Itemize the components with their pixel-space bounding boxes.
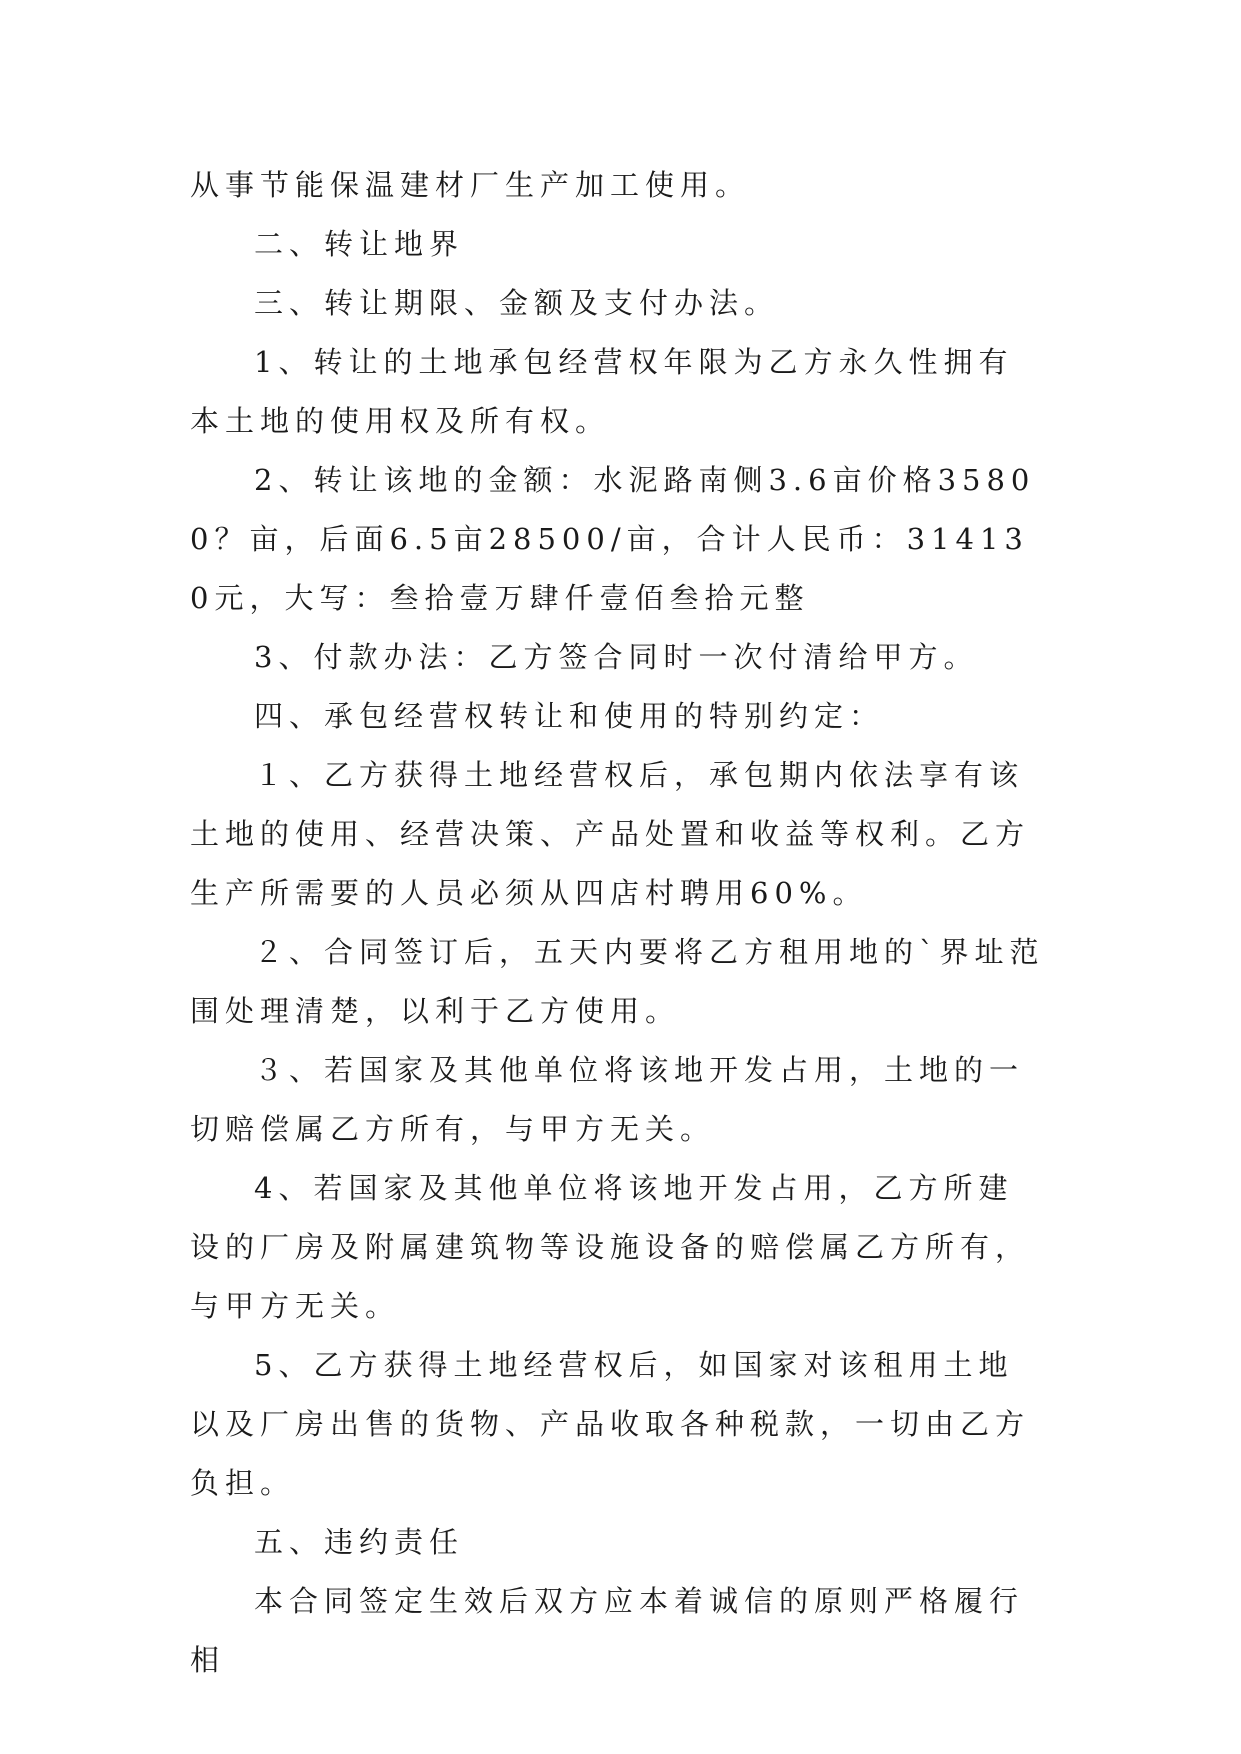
clause-payment-method: 3、付款办法：乙方签合同时一次付清给甲方。 — [254, 640, 979, 674]
clause-land-compensation: ３、若国家及其他单位将该地开发占用，土地的一切赔偿属乙方所有，与甲方无关。 — [190, 1053, 1025, 1146]
clause-building-compensation: 4、若国家及其他单位将该地开发占用，乙方所建设的厂房及附属建筑物等设施设备的赔偿属乙方所有，与甲方无关。 — [190, 1171, 1031, 1323]
clause-boundary-handling: ２、合同签订后，五天内要将乙方租用地的`界址范围处理清楚，以利于乙方使用。 — [190, 935, 1045, 1028]
heading-term-amount-payment: 三、转让期限、金额及支付办法。 — [254, 286, 780, 320]
heading-special-agreements: 四、承包经营权转让和使用的特别约定： — [254, 699, 885, 733]
paragraph-usage-purpose: 从事节能保温建材厂生产加工使用。 — [190, 168, 751, 202]
heading-transfer-boundary: 二、转让地界 — [254, 227, 465, 261]
clause-good-faith: 本合同签定生效后双方应本着诚信的原则严格履行相 — [190, 1584, 1025, 1677]
clause-operating-rights: １、乙方获得土地经营权后，承包期内依法享有该土地的使用、经营决策、产品处置和收益等权利。乙方生产所需要的人员必须从四店村聘用60%。 — [190, 758, 1031, 910]
document-body — [190, 156, 1046, 1690]
clause-transfer-amount: 2、转让该地的金额：水泥路南侧3.6亩价格35800？亩，后面6.5亩28500/亩，合计人民币：314130元，大写：叁拾壹万肆仟壹佰叁拾元整 — [190, 463, 1036, 615]
heading-breach-liability: 五、违约责任 — [254, 1525, 465, 1559]
clause-transfer-term: 1、转让的土地承包经营权年限为乙方永久性拥有本土地的使用权及所有权。 — [190, 345, 1014, 438]
clause-taxes: 5、乙方获得土地经营权后，如国家对该租用土地以及厂房出售的货物、产品收取各种税款，一切由乙方负担。 — [190, 1348, 1031, 1500]
